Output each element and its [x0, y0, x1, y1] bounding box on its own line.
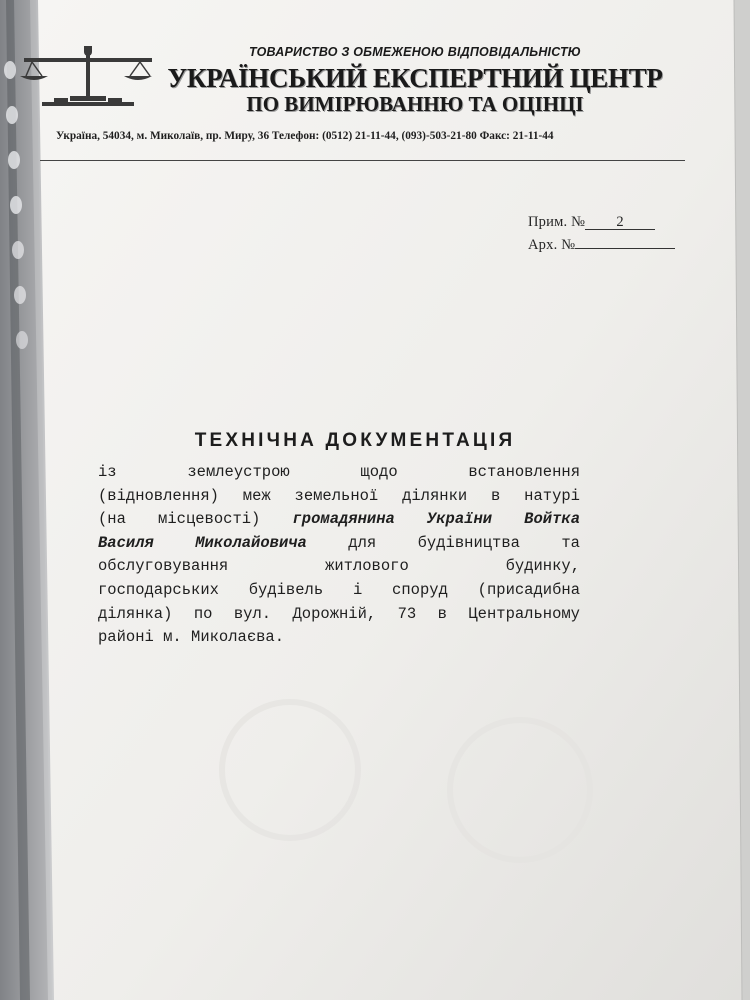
body-text: (на місцевості) — [98, 510, 261, 529]
document-title: ТЕХНІЧНА ДОКУМЕНТАЦІЯ — [194, 430, 516, 451]
body-line: із землеустрою щодо встановлення — [98, 463, 580, 481]
company-type: ТОВАРИСТВО З ОБМЕЖЕНОЮ ВІДПОВІДАЛЬНІСТЮ — [248, 45, 582, 59]
body-line: районі м. Миколаєва. — [98, 628, 285, 647]
header-divider — [40, 160, 685, 161]
copy-number-label: Прим. № — [528, 214, 586, 230]
body-line: господарських будівель і споруд (присадибна — [98, 580, 580, 599]
body-line: (відновлення) меж земельної ділянки в натурі — [98, 486, 580, 505]
body-line: ділянка) по вул. Дорожній, 73 в Центральному — [98, 604, 580, 623]
scales-icon — [18, 40, 158, 112]
body-line: обслуговування житлового будинку, — [98, 557, 580, 576]
copy-number-value: 2 — [585, 215, 655, 230]
body-line — [98, 508, 580, 532]
copy-number-line — [528, 214, 655, 231]
body-line — [98, 532, 580, 556]
archive-number-value — [575, 234, 675, 249]
citizen-name: громадянина України Войтка — [292, 510, 580, 529]
company-name: УКРАЇНСЬКИЙ ЕКСПЕРТНИЙ ЦЕНТР — [167, 63, 663, 93]
document-body — [98, 461, 580, 650]
company-name-subtitle: ПО ВИМІРЮВАННЮ ТА ОЦІНЦІ — [246, 92, 584, 116]
archive-number-line — [528, 234, 675, 254]
body-text: для будівництва та — [348, 533, 580, 552]
archive-number-label: Арх. № — [528, 237, 576, 253]
contact-line: Україна, 54034, м. Миколаїв, пр. Миру, 36 Телефон: (0512) 21-11-44, (093)-503-21-80 Факс: 21-11-44 — [56, 130, 554, 142]
citizen-name-cont: Василя Миколайовича — [98, 533, 307, 552]
